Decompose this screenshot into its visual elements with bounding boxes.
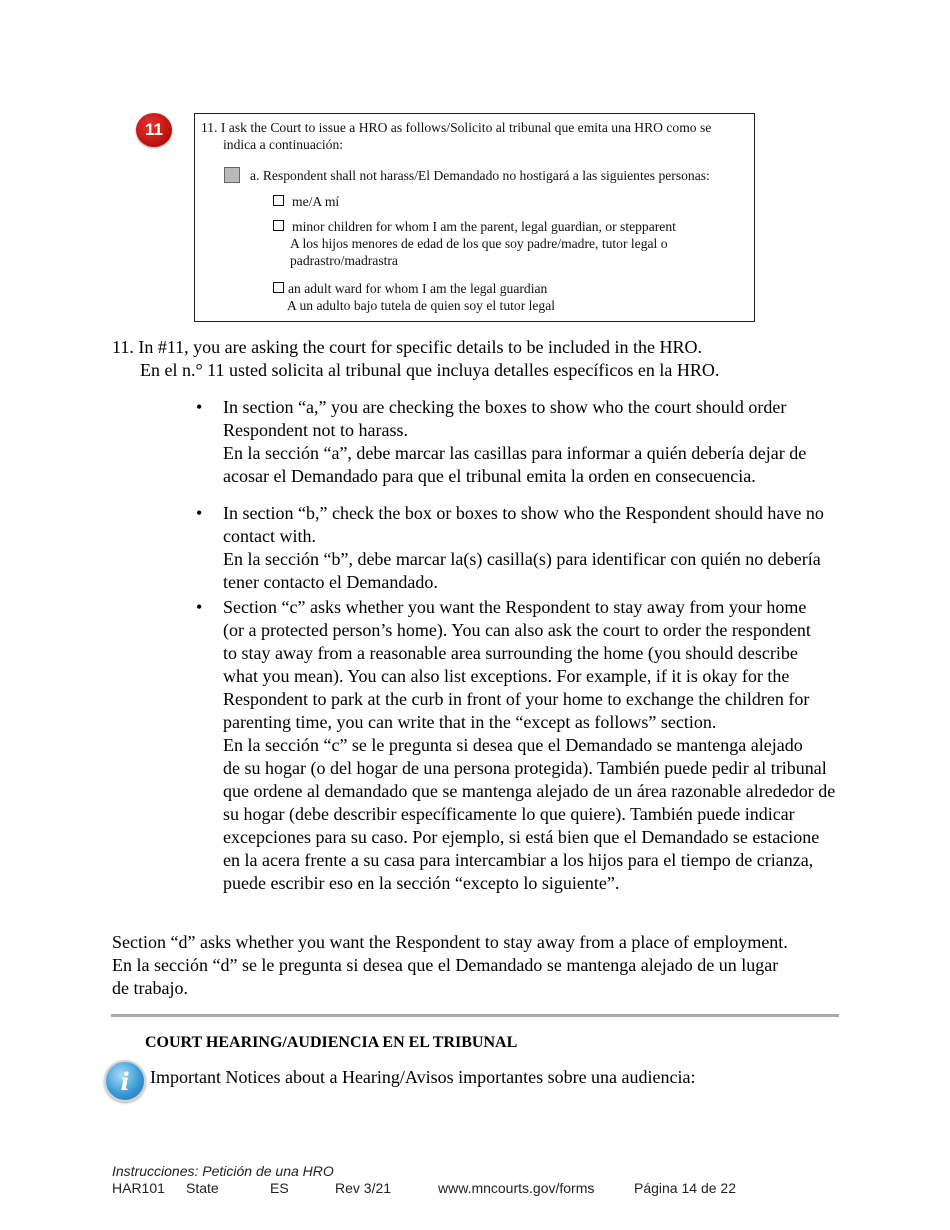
important-notices-text: Important Notices about a Hearing/Avisos importantes sobre una audiencia:: [150, 1067, 696, 1087]
bullet-a-marker: •: [196, 397, 203, 417]
section-d-text: [112, 931, 852, 1000]
item-11-line2: En el n.° 11 usted solicita al tribunal que incluya detalles específicos en la HRO.: [140, 360, 720, 380]
bullet-c-line: en la acera frente a su casa para intercambiar a los hijos para el tiempo de crianza,: [223, 850, 814, 870]
bullet-a-line: Respondent not to harass.: [223, 420, 408, 440]
checkbox-minor: [273, 220, 284, 231]
bullet-c-line: puede escribir eso en la sección “excepto lo siguiente”.: [223, 873, 620, 893]
checkbox-adult-line1: an adult ward for whom I am the legal guardian: [288, 281, 548, 296]
section-d-line1: Section “d” asks whether you want the Respondent to stay away from a place of employment.: [112, 932, 788, 952]
form-excerpt-box: [194, 113, 755, 322]
bullet-c-line: parenting time, you can write that in the “except as follows” section.: [223, 712, 717, 732]
footer-title: Instrucciones: Petición de una HRO: [112, 1163, 334, 1179]
bullet-c-marker: •: [196, 597, 203, 617]
checkbox-adult-line2: A un adulto bajo tutela de quien soy el tutor legal: [287, 298, 556, 313]
footer-form-id: HAR101: [112, 1180, 165, 1196]
bullet-b-marker: •: [196, 503, 203, 523]
footer-page-number: Página 14 de 22: [634, 1180, 736, 1196]
bullet-c-line: su hogar (debe describir específicamente lo que quiere). También puede indicar: [223, 804, 795, 824]
option-a-checkbox: [224, 167, 240, 183]
bullet-a-text: [223, 396, 843, 488]
bullet-b-line: tener contacto el Demandado.: [223, 572, 438, 592]
checkbox-minor-row: [273, 218, 676, 269]
footer-revision: Rev 3/21: [335, 1180, 392, 1196]
checkbox-adult-row: [273, 280, 555, 314]
bullet-b-text: [223, 502, 843, 594]
footer-language: ES: [270, 1180, 289, 1196]
form-question-line1: 11. I ask the Court to issue a HRO as follows/Solicito al tribunal que emita una HRO como se: [201, 120, 712, 135]
bullet-c-line: (or a protected person’s home). You can also ask the court to order the respondent: [223, 620, 811, 640]
form-question-line2: indica a continuación:: [223, 137, 344, 152]
bullet-c-line: que ordene al demandado que se mantenga alejado de un área razonable alrededor de: [223, 781, 836, 801]
checkbox-adult: [273, 282, 284, 293]
bullet-b-line: In section “b,” check the box or boxes to show who the Respondent should have no: [223, 503, 824, 523]
step-11-badge: 11: [136, 113, 172, 147]
bullet-b-line: En la sección “b”, debe marcar la(s) casilla(s) para identificar con quién no debería: [223, 549, 821, 569]
bullet-b-line: contact with.: [223, 526, 316, 546]
bullet-c-line: Respondent to park at the curb in front of your home to exchange the children for: [223, 689, 810, 709]
footer-website: www.mncourts.gov/forms: [438, 1180, 595, 1196]
item-11-text: [112, 336, 852, 382]
checkbox-minor-line3: padrastro/madrastra: [290, 253, 398, 268]
checkbox-me-label: me/A mí: [292, 194, 340, 209]
option-a-label: a. Respondent shall not harass/El Demandado no hostigará a las siguientes personas:: [250, 168, 710, 183]
checkbox-me-row: [273, 193, 339, 210]
bullet-c-line: what you mean). You can also list exceptions. For example, if it is okay for the: [223, 666, 790, 686]
bullet-c-line: Section “c” asks whether you want the Respondent to stay away from your home: [223, 597, 807, 617]
section-divider: [111, 1014, 839, 1017]
info-icon: [104, 1060, 146, 1102]
bullet-c-line: excepciones para su caso. Por ejemplo, si está bien que el Demandado se estacione: [223, 827, 820, 847]
checkbox-minor-line2: A los hijos menores de edad de los que soy padre/madre, tutor legal o: [290, 236, 668, 251]
bullet-a-line: acosar el Demandado para que el tribunal emita la orden en consecuencia.: [223, 466, 756, 486]
section-d-line3: de trabajo.: [112, 978, 188, 998]
footer-jurisdiction: State: [186, 1180, 219, 1196]
bullet-c-line: En la sección “c” se le pregunta si desea que el Demandado se mantenga alejado: [223, 735, 803, 755]
bullet-c-text: [223, 596, 843, 895]
item-11-line1: 11. In #11, you are asking the court for specific details to be included in the HRO.: [112, 337, 703, 357]
info-glyph: i: [120, 1066, 130, 1096]
form-question: [201, 119, 746, 153]
checkbox-me: [273, 195, 284, 206]
bullet-c-line: to stay away from a reasonable area surrounding the home (you should describe: [223, 643, 798, 663]
court-hearing-heading: COURT HEARING/AUDIENCIA EN EL TRIBUNAL: [145, 1034, 518, 1051]
bullet-a-line: En la sección “a”, debe marcar las casillas para informar a quién debería dejar de: [223, 443, 807, 463]
section-d-line2: En la sección “d” se le pregunta si desea que el Demandado se mantenga alejado de un lugar: [112, 955, 779, 975]
bullet-c-line: de su hogar (o del hogar de una persona protegida). También puede pedir al tribunal: [223, 758, 827, 778]
checkbox-minor-line1: minor children for whom I am the parent, legal guardian, or stepparent: [292, 219, 676, 234]
bullet-a-line: In section “a,” you are checking the boxes to show who the court should order: [223, 397, 787, 417]
